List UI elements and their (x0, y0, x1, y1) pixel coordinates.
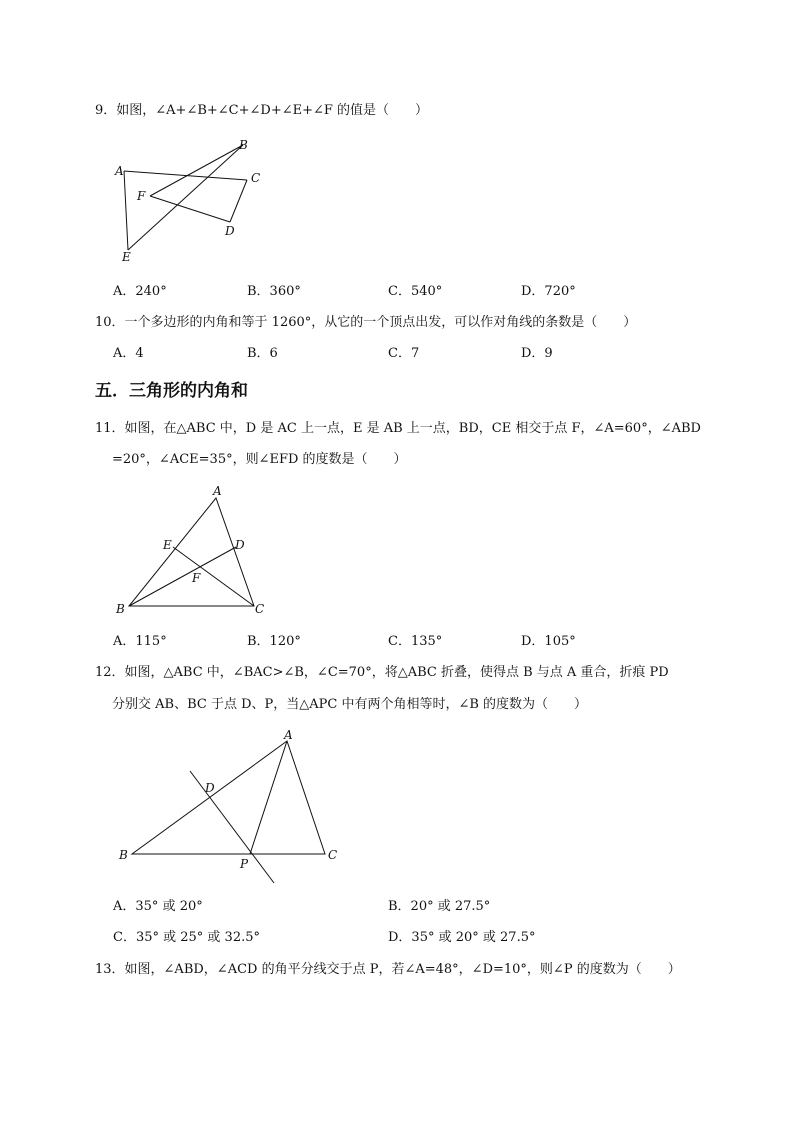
q11-label-c: C (255, 602, 265, 616)
q11-label-a: A (213, 484, 222, 498)
q11-figure (112, 485, 282, 620)
q11-option-c: C．135° (388, 634, 443, 649)
q9-option-a: A．240° (113, 284, 167, 299)
q12-label-a: A (284, 728, 293, 742)
q11-label-b: B (116, 602, 125, 616)
q10-stem: 10．一个多边形的内角和等于 1260°，从它的一个顶点出发，可以作对角线的条数是（ ） (95, 315, 637, 330)
q9-label-a: A (115, 164, 124, 178)
q9-stem: 9．如图，∠A+∠B+∠C+∠D+∠E+∠F 的值是（ ） (95, 103, 429, 118)
q12-option-d: D．35° 或 20° 或 27.5° (388, 930, 536, 945)
q11-label-e: E (163, 538, 172, 552)
q9-label-f: F (137, 189, 146, 203)
q12-option-a: A．35° 或 20° (113, 899, 203, 914)
q9-label-b: B (239, 138, 248, 152)
q9-label-d: D (225, 224, 235, 238)
q9-option-c: C．540° (388, 284, 443, 299)
q12-label-d: D (205, 781, 215, 795)
q12-figure (112, 725, 352, 885)
q9-label-c: C (251, 171, 261, 185)
q9-option-b: B．360° (247, 284, 301, 299)
q12-label-b: B (119, 848, 128, 862)
q11-option-a: A．115° (113, 634, 167, 649)
q11-label-d: D (235, 538, 245, 552)
q10-option-a: A．4 (113, 346, 144, 361)
q11-stem-line1: 11．如图，在△ABC 中，D 是 AC 上一点，E 是 AB 上一点，BD，CE 相交于点 F，∠A=60°，∠ABD (95, 421, 701, 436)
q11-label-f: F (192, 571, 201, 585)
q12-stem-line1: 12．如图，△ABC 中，∠BAC>∠B，∠C=70°，将△ABC 折叠，使得点 B 与点 A 重合，折痕 PD (95, 665, 669, 680)
q9-figure (110, 138, 270, 268)
q10-option-d: D．9 (521, 346, 553, 361)
q12-label-c: C (328, 848, 338, 862)
q12-option-b: B．20° 或 27.5° (388, 899, 491, 914)
q10-option-c: C．7 (388, 346, 420, 361)
q9-label-e: E (122, 250, 131, 264)
section-title: 五．三角形的内角和 (95, 381, 248, 401)
q12-option-c: C．35° 或 25° 或 32.5° (113, 930, 261, 945)
q11-option-b: B．120° (247, 634, 301, 649)
q12-stem-line2: 分别交 AB、BC 于点 D、P，当△APC 中有两个角相等时，∠B 的度数为（ ） (112, 697, 588, 712)
q10-option-b: B．6 (247, 346, 278, 361)
q13-stem: 13．如图，∠ABD，∠ACD 的角平分线交于点 P，若∠A=48°，∠D=10°，则∠P 的度数为（ ） (95, 962, 681, 977)
q11-option-d: D．105° (521, 634, 576, 649)
q9-option-d: D．720° (521, 284, 576, 299)
q11-stem-line2: =20°，∠ACE=35°，则∠EFD 的度数是（ ） (112, 452, 407, 467)
q12-label-p: P (240, 857, 249, 871)
